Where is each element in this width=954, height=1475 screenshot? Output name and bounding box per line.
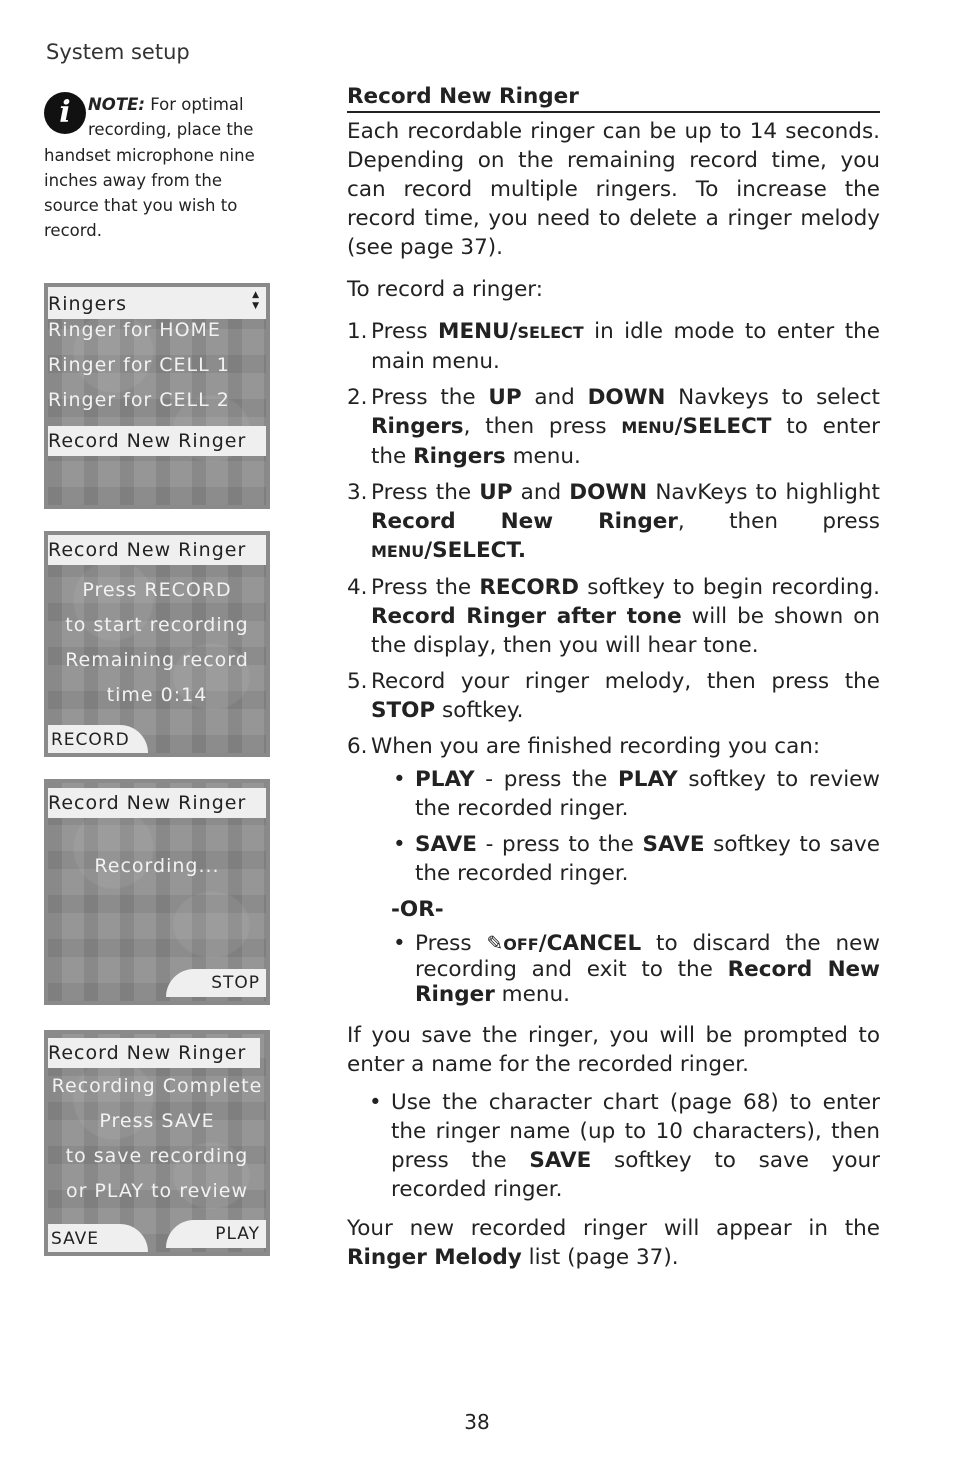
steps-list <box>347 317 880 1007</box>
cancel-list <box>371 931 880 1007</box>
screen-press-record <box>44 531 270 757</box>
screen-line: Recording Complete <box>51 1075 263 1097</box>
option-play: • PLAY - press the PLAY softkey to review the recorded ringer. <box>391 765 880 823</box>
screen-ringers <box>44 283 270 509</box>
options-list <box>371 765 880 888</box>
or-separator: -OR- <box>391 897 444 922</box>
menu-item: Ringer for CELL 2 <box>48 389 230 411</box>
step-3: 3. Press the UP and DOWN NavKeys to highlight Record New Ringer, then press MENU/SELECT. <box>347 480 880 563</box>
softkey-stop: STOP <box>166 969 266 997</box>
screen-title: Record New Ringer <box>48 535 266 565</box>
screen-title: Record New Ringer <box>48 1038 260 1068</box>
screen-line: Press RECORD <box>82 579 232 601</box>
softkey-save: SAVE <box>48 1224 148 1252</box>
to-record-label: To record a ringer: <box>347 277 544 302</box>
screen-title: Record New Ringer <box>48 788 266 818</box>
screen-complete <box>44 1030 270 1256</box>
softkey-record: RECORD <box>48 725 148 753</box>
note-label: NOTE: <box>88 95 145 114</box>
screen-line: to start recording <box>65 614 249 636</box>
char-chart-item: • Use the character chart (page 68) to enter the ringer name (up to 10 characters), then press the SAVE softkey to save your recorded ringer. <box>367 1088 880 1204</box>
screen-line: to save recording <box>65 1145 249 1167</box>
screen-recording <box>44 779 270 1005</box>
option-cancel: • Press ✎OFF/CANCEL to discard the new recording and exit to the Record New Ringer menu. <box>391 931 880 1007</box>
screen-line: Remaining record <box>65 649 249 671</box>
intro-paragraph: Each recordable ringer can be up to 14 seconds. Depending on the remaining record time, you can record multiple ringers. To increase the record time, you need to delete a ringer melody (see page 37). <box>347 119 880 260</box>
screen-title-text: Ringers <box>48 293 127 315</box>
screen-line: Recording... <box>94 855 220 877</box>
softkey-play: PLAY <box>166 1220 266 1248</box>
screen-line: or PLAY to review <box>65 1180 249 1202</box>
step-4: 4. Press the RECORD softkey to begin recording. Record Ringer after tone will be shown on the display, then you will hear tone. <box>347 575 880 658</box>
menu-item-selected: Record New Ringer <box>48 426 266 456</box>
section-label: System setup <box>46 40 190 64</box>
info-icon: i <box>44 92 86 134</box>
final-paragraph: Your new recorded ringer will appear in the Ringer Melody list (page 37). <box>347 1216 880 1270</box>
section-heading: Record New Ringer <box>347 82 880 113</box>
screen-title <box>48 287 266 319</box>
step-5: 5. Record your ringer melody, then press the STOP softkey. <box>347 669 880 723</box>
menu-item: Ringer for CELL 1 <box>48 354 230 376</box>
step-6: 6. When you are finished recording you can: • PLAY - press the PLAY softkey to review the recorded ringer. • SAVE - press to the SAVE softkey to save the recorded ringer. -OR- • Press ✎OFF/CANCEL to discard the new recording and exit to the Record New Ringer menu. <box>347 732 880 1007</box>
phone-off-icon: ✎ <box>486 931 504 955</box>
step-2: 2. Press the UP and DOWN Navkeys to select Ringers, then press MENU/SELECT to enter the Ringers menu. <box>347 385 880 469</box>
page-number: 38 <box>464 1410 490 1434</box>
option-save: • SAVE - press to the SAVE softkey to save the recorded ringer. <box>391 830 880 888</box>
note-text: For optimal recording, place the handset microphone nine inches away from the source that you wish to record. <box>44 95 255 241</box>
main-content <box>347 82 880 1285</box>
char-chart-list <box>347 1088 880 1204</box>
screen-line: Press SAVE <box>99 1110 215 1132</box>
save-prompt-paragraph: If you save the ringer, you will be prompted to enter a name for the recorded ringer. <box>347 1023 880 1077</box>
note-box <box>44 92 272 244</box>
screen-line: time 0:14 <box>106 684 208 706</box>
step-1: 1. Press MENU/SELECT in idle mode to enter the main menu. <box>347 319 881 374</box>
scroll-arrows-icon: ▲ ▼ <box>252 290 260 311</box>
menu-item: Ringer for HOME <box>48 319 221 341</box>
